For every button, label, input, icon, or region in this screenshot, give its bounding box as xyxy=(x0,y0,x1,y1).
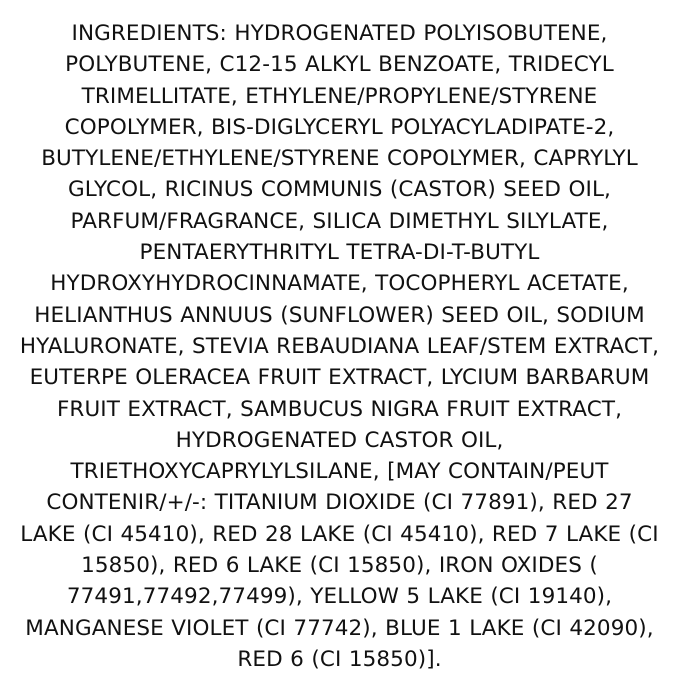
ingredients-list-text: INGREDIENTS: HYDROGENATED POLYISOBUTENE, POLYBUTENE, C12-15 ALKYL BENZOATE, TRIDECYL TRIMELLITATE, ETHYLENE/PROPYLENE/STYRENE COPOLYMER, BIS-DIGLYCERYL POLYACYLADIPATE-2, BUTYLENE/ETHYLENE/STYRENE COPOLYMER, CAPRYLYL GLYCOL, RICINUS COMMUNIS (CASTOR) SEED OIL, PARFUM/FRAGRANCE, SILICA DIMETHYL SILYLATE, PENTAERYTHRITYL TETRA-DI-T-BUTYL HYDROXYHYDROCINNAMATE, TOCOPHERYL ACETATE, HELIANTHUS ANNUUS (SUNFLOWER) SEED OIL, SODIUM HYALURONATE, STEVIA REBAUDIANA LEAF/STEM EXTRACT, EUTERPE OLERACEA FRUIT EXTRACT, LYCIUM BARBARUM FRUIT EXTRACT, SAMBUCUS NIGRA FRUIT EXTRACT, HYDROGENATED CASTOR OIL, TRIETHOXYCAPRYLYLSILANE, [MAY CONTAIN/PEUT CONTENIR/+/-: TITANIUM DIOXIDE (CI 77891), RED 27 LAKE (CI 45410), RED 28 LAKE (CI 45410), RED 7 LAKE (CI 15850), RED 6 LAKE (CI 15850), IRON OXIDES ( 77491,77492,77499), YELLOW 5 LAKE (CI 19140), MANGANESE VIOLET (CI 77742), BLUE 1 LAKE (CI 42090), RED 6 (CI 15850)]. xyxy=(19,21,667,672)
